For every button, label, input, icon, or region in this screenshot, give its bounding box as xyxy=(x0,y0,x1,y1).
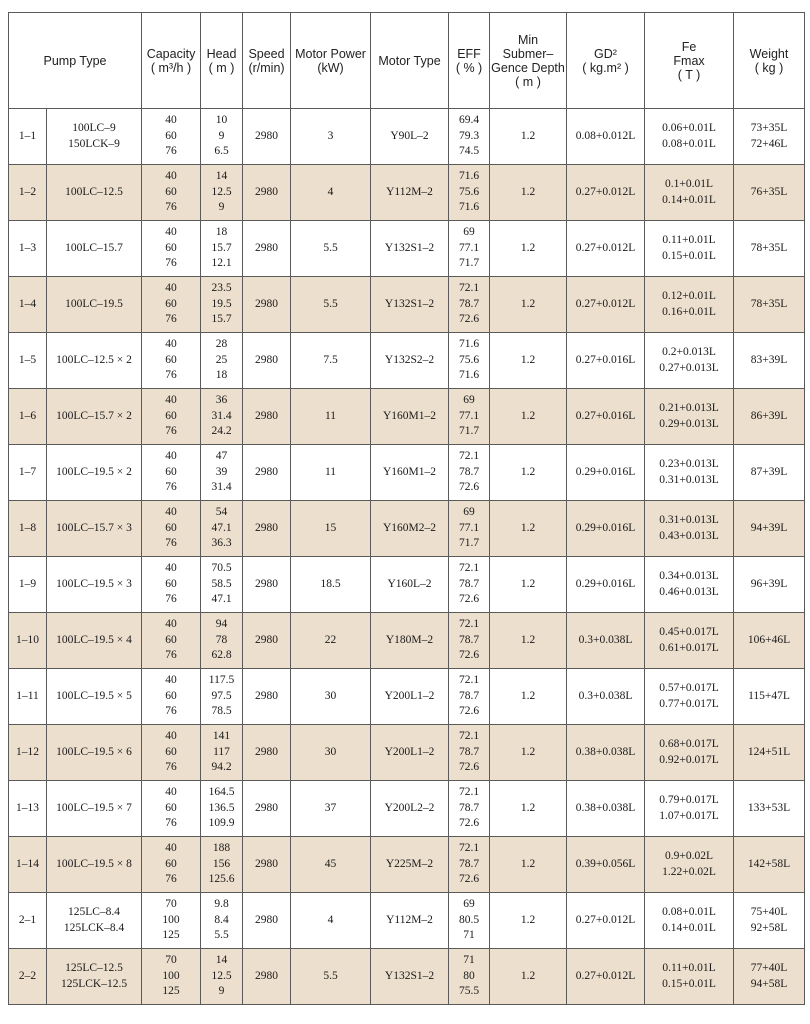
weight-cell: 78+35L xyxy=(734,277,805,333)
model-cell: 100LC–15.7 × 2 xyxy=(47,389,142,445)
eff-cell: 72.1 78.7 72.6 xyxy=(449,781,490,837)
head-cell: 70.5 58.5 47.1 xyxy=(201,557,243,613)
header-motor-type: Motor Type xyxy=(371,13,449,109)
capacity-cell: 40 60 76 xyxy=(142,221,201,277)
head-cell: 54 47.1 36.3 xyxy=(201,501,243,557)
speed-cell: 2980 xyxy=(243,557,291,613)
speed-cell: 2980 xyxy=(243,221,291,277)
speed-cell: 2980 xyxy=(243,501,291,557)
weight-cell: 142+58L xyxy=(734,837,805,893)
fe-fmax-cell: 0.11+0.01L 0.15+0.01L xyxy=(645,221,734,277)
model-cell: 125LC–12.5 125LCK–12.5 xyxy=(47,949,142,1005)
head-cell: 28 25 18 xyxy=(201,333,243,389)
eff-cell: 72.1 78.7 72.6 xyxy=(449,613,490,669)
table-row xyxy=(9,557,805,613)
row-number-cell: 1–12 xyxy=(9,725,47,781)
head-cell: 164.5 136.5 109.9 xyxy=(201,781,243,837)
weight-cell: 94+39L xyxy=(734,501,805,557)
eff-cell: 72.1 78.7 72.6 xyxy=(449,725,490,781)
motor-power-cell: 22 xyxy=(291,613,371,669)
capacity-cell: 40 60 76 xyxy=(142,781,201,837)
motor-type-cell: Y225M–2 xyxy=(371,837,449,893)
head-cell: 94 78 62.8 xyxy=(201,613,243,669)
header-submergence: Min Submer– Gence Depth ( m ) xyxy=(490,13,567,109)
gd2-cell: 0.27+0.012L xyxy=(567,949,645,1005)
model-cell: 100LC–9 150LCK–9 xyxy=(47,109,142,165)
speed-cell: 2980 xyxy=(243,277,291,333)
motor-type-cell: Y180M–2 xyxy=(371,613,449,669)
submergence-depth-cell: 1.2 xyxy=(490,445,567,501)
table-row xyxy=(9,781,805,837)
gd2-cell: 0.29+0.016L xyxy=(567,501,645,557)
row-number-cell: 1–7 xyxy=(9,445,47,501)
submergence-depth-cell: 1.2 xyxy=(490,837,567,893)
header-head: Head ( m ) xyxy=(201,13,243,109)
head-cell: 10 9 6.5 xyxy=(201,109,243,165)
table-row xyxy=(9,501,805,557)
fe-fmax-cell: 0.34+0.013L 0.46+0.013L xyxy=(645,557,734,613)
eff-cell: 71.6 75.6 71.6 xyxy=(449,165,490,221)
table-row xyxy=(9,613,805,669)
fe-fmax-cell: 0.23+0.013L 0.31+0.013L xyxy=(645,445,734,501)
weight-cell: 133+53L xyxy=(734,781,805,837)
motor-power-cell: 30 xyxy=(291,725,371,781)
weight-cell: 87+39L xyxy=(734,445,805,501)
speed-cell: 2980 xyxy=(243,333,291,389)
motor-type-cell: Y132S1–2 xyxy=(371,277,449,333)
capacity-cell: 40 60 76 xyxy=(142,333,201,389)
head-cell: 14 12.5 9 xyxy=(201,165,243,221)
gd2-cell: 0.27+0.012L xyxy=(567,165,645,221)
speed-cell: 2980 xyxy=(243,165,291,221)
gd2-cell: 0.27+0.016L xyxy=(567,333,645,389)
motor-type-cell: Y160M1–2 xyxy=(371,389,449,445)
speed-cell: 2980 xyxy=(243,725,291,781)
motor-type-cell: Y160M2–2 xyxy=(371,501,449,557)
motor-power-cell: 15 xyxy=(291,501,371,557)
fe-fmax-cell: 0.08+0.01L 0.14+0.01L xyxy=(645,893,734,949)
table-row xyxy=(9,333,805,389)
header-row xyxy=(9,13,805,109)
pump-spec-table xyxy=(8,12,805,1005)
capacity-cell: 40 60 76 xyxy=(142,501,201,557)
eff-cell: 72.1 78.7 72.6 xyxy=(449,669,490,725)
capacity-cell: 70 100 125 xyxy=(142,893,201,949)
motor-power-cell: 4 xyxy=(291,893,371,949)
motor-power-cell: 11 xyxy=(291,389,371,445)
submergence-depth-cell: 1.2 xyxy=(490,557,567,613)
head-cell: 18 15.7 12.1 xyxy=(201,221,243,277)
header-pump-type: Pump Type xyxy=(9,13,142,109)
model-cell: 100LC–15.7 × 3 xyxy=(47,501,142,557)
motor-power-cell: 11 xyxy=(291,445,371,501)
row-number-cell: 1–8 xyxy=(9,501,47,557)
model-cell: 100LC–19.5 × 8 xyxy=(47,837,142,893)
gd2-cell: 0.27+0.012L xyxy=(567,277,645,333)
gd2-cell: 0.3+0.038L xyxy=(567,613,645,669)
head-cell: 36 31.4 24.2 xyxy=(201,389,243,445)
head-cell: 47 39 31.4 xyxy=(201,445,243,501)
table-row xyxy=(9,669,805,725)
eff-cell: 69.4 79.3 74.5 xyxy=(449,109,490,165)
header-eff: EFF ( % ) xyxy=(449,13,490,109)
weight-cell: 73+35L 72+46L xyxy=(734,109,805,165)
gd2-cell: 0.27+0.016L xyxy=(567,389,645,445)
motor-type-cell: Y90L–2 xyxy=(371,109,449,165)
speed-cell: 2980 xyxy=(243,613,291,669)
head-cell: 23.5 19.5 15.7 xyxy=(201,277,243,333)
motor-power-cell: 4 xyxy=(291,165,371,221)
table-row xyxy=(9,445,805,501)
table-row xyxy=(9,949,805,1005)
capacity-cell: 40 60 76 xyxy=(142,557,201,613)
motor-type-cell: Y132S1–2 xyxy=(371,949,449,1005)
submergence-depth-cell: 1.2 xyxy=(490,613,567,669)
model-cell: 100LC–12.5 × 2 xyxy=(47,333,142,389)
capacity-cell: 40 60 76 xyxy=(142,165,201,221)
row-number-cell: 1–9 xyxy=(9,557,47,613)
capacity-cell: 40 60 76 xyxy=(142,613,201,669)
table-row xyxy=(9,277,805,333)
speed-cell: 2980 xyxy=(243,893,291,949)
fe-fmax-cell: 0.79+0.017L 1.07+0.017L xyxy=(645,781,734,837)
gd2-cell: 0.29+0.016L xyxy=(567,557,645,613)
submergence-depth-cell: 1.2 xyxy=(490,109,567,165)
weight-cell: 77+40L 94+58L xyxy=(734,949,805,1005)
motor-type-cell: Y132S2–2 xyxy=(371,333,449,389)
motor-power-cell: 37 xyxy=(291,781,371,837)
model-cell: 100LC–19.5 × 5 xyxy=(47,669,142,725)
table-body xyxy=(9,109,805,1005)
capacity-cell: 70 100 125 xyxy=(142,949,201,1005)
motor-type-cell: Y112M–2 xyxy=(371,893,449,949)
gd2-cell: 0.3+0.038L xyxy=(567,669,645,725)
submergence-depth-cell: 1.2 xyxy=(490,333,567,389)
speed-cell: 2980 xyxy=(243,389,291,445)
row-number-cell: 1–13 xyxy=(9,781,47,837)
motor-power-cell: 45 xyxy=(291,837,371,893)
gd2-cell: 0.27+0.012L xyxy=(567,221,645,277)
fe-fmax-cell: 0.12+0.01L 0.16+0.01L xyxy=(645,277,734,333)
submergence-depth-cell: 1.2 xyxy=(490,501,567,557)
table-row xyxy=(9,109,805,165)
fe-fmax-cell: 0.11+0.01L 0.15+0.01L xyxy=(645,949,734,1005)
capacity-cell: 40 60 76 xyxy=(142,445,201,501)
motor-power-cell: 30 xyxy=(291,669,371,725)
row-number-cell: 1–5 xyxy=(9,333,47,389)
row-number-cell: 1–3 xyxy=(9,221,47,277)
fe-fmax-cell: 0.21+0.013L 0.29+0.013L xyxy=(645,389,734,445)
weight-cell: 106+46L xyxy=(734,613,805,669)
table-row xyxy=(9,389,805,445)
fe-fmax-cell: 0.2+0.013L 0.27+0.013L xyxy=(645,333,734,389)
row-number-cell: 2–1 xyxy=(9,893,47,949)
row-number-cell: 1–2 xyxy=(9,165,47,221)
motor-type-cell: Y160L–2 xyxy=(371,557,449,613)
model-cell: 100LC–19.5 × 4 xyxy=(47,613,142,669)
model-cell: 125LC–8.4 125LCK–8.4 xyxy=(47,893,142,949)
eff-cell: 69 80.5 71 xyxy=(449,893,490,949)
submergence-depth-cell: 1.2 xyxy=(490,781,567,837)
speed-cell: 2980 xyxy=(243,109,291,165)
header-gd2: GD² ( kg.m² ) xyxy=(567,13,645,109)
motor-type-cell: Y132S1–2 xyxy=(371,221,449,277)
gd2-cell: 0.38+0.038L xyxy=(567,725,645,781)
head-cell: 14 12.5 9 xyxy=(201,949,243,1005)
weight-cell: 115+47L xyxy=(734,669,805,725)
model-cell: 100LC–19.5 xyxy=(47,277,142,333)
pump-spec-sheet xyxy=(8,12,804,1005)
header-weight: Weight ( kg ) xyxy=(734,13,805,109)
row-number-cell: 1–14 xyxy=(9,837,47,893)
header-capacity: Capacity ( m³/h ) xyxy=(142,13,201,109)
head-cell: 117.5 97.5 78.5 xyxy=(201,669,243,725)
eff-cell: 71.6 75.6 71.6 xyxy=(449,333,490,389)
submergence-depth-cell: 1.2 xyxy=(490,893,567,949)
submergence-depth-cell: 1.2 xyxy=(490,725,567,781)
row-number-cell: 1–1 xyxy=(9,109,47,165)
model-cell: 100LC–15.7 xyxy=(47,221,142,277)
speed-cell: 2980 xyxy=(243,949,291,1005)
submergence-depth-cell: 1.2 xyxy=(490,669,567,725)
row-number-cell: 1–6 xyxy=(9,389,47,445)
row-number-cell: 1–10 xyxy=(9,613,47,669)
fe-fmax-cell: 0.45+0.017L 0.61+0.017L xyxy=(645,613,734,669)
fe-fmax-cell: 0.9+0.02L 1.22+0.02L xyxy=(645,837,734,893)
submergence-depth-cell: 1.2 xyxy=(490,389,567,445)
speed-cell: 2980 xyxy=(243,781,291,837)
row-number-cell: 1–11 xyxy=(9,669,47,725)
eff-cell: 72.1 78.7 72.6 xyxy=(449,445,490,501)
weight-cell: 83+39L xyxy=(734,333,805,389)
weight-cell: 78+35L xyxy=(734,221,805,277)
fe-fmax-cell: 0.1+0.01L 0.14+0.01L xyxy=(645,165,734,221)
motor-type-cell: Y160M1–2 xyxy=(371,445,449,501)
table-row xyxy=(9,725,805,781)
motor-power-cell: 7.5 xyxy=(291,333,371,389)
eff-cell: 72.1 78.7 72.6 xyxy=(449,557,490,613)
fe-fmax-cell: 0.57+0.017L 0.77+0.017L xyxy=(645,669,734,725)
submergence-depth-cell: 1.2 xyxy=(490,277,567,333)
eff-cell: 71 80 75.5 xyxy=(449,949,490,1005)
motor-type-cell: Y112M–2 xyxy=(371,165,449,221)
motor-type-cell: Y200L2–2 xyxy=(371,781,449,837)
weight-cell: 124+51L xyxy=(734,725,805,781)
eff-cell: 72.1 78.7 72.6 xyxy=(449,277,490,333)
table-row xyxy=(9,221,805,277)
motor-power-cell: 5.5 xyxy=(291,221,371,277)
submergence-depth-cell: 1.2 xyxy=(490,165,567,221)
row-number-cell: 2–2 xyxy=(9,949,47,1005)
gd2-cell: 0.38+0.038L xyxy=(567,781,645,837)
weight-cell: 86+39L xyxy=(734,389,805,445)
header-motor-power: Motor Power (kW) xyxy=(291,13,371,109)
capacity-cell: 40 60 76 xyxy=(142,669,201,725)
gd2-cell: 0.29+0.016L xyxy=(567,445,645,501)
model-cell: 100LC–12.5 xyxy=(47,165,142,221)
motor-power-cell: 18.5 xyxy=(291,557,371,613)
motor-type-cell: Y200L1–2 xyxy=(371,669,449,725)
fe-fmax-cell: 0.06+0.01L 0.08+0.01L xyxy=(645,109,734,165)
table-row xyxy=(9,837,805,893)
weight-cell: 75+40L 92+58L xyxy=(734,893,805,949)
capacity-cell: 40 60 76 xyxy=(142,277,201,333)
eff-cell: 69 77.1 71.7 xyxy=(449,389,490,445)
model-cell: 100LC–19.5 × 6 xyxy=(47,725,142,781)
submergence-depth-cell: 1.2 xyxy=(490,221,567,277)
capacity-cell: 40 60 76 xyxy=(142,837,201,893)
model-cell: 100LC–19.5 × 7 xyxy=(47,781,142,837)
table-row xyxy=(9,165,805,221)
row-number-cell: 1–4 xyxy=(9,277,47,333)
table-row xyxy=(9,893,805,949)
head-cell: 9.8 8.4 5.5 xyxy=(201,893,243,949)
speed-cell: 2980 xyxy=(243,837,291,893)
fe-fmax-cell: 0.68+0.017L 0.92+0.017L xyxy=(645,725,734,781)
weight-cell: 96+39L xyxy=(734,557,805,613)
eff-cell: 72.1 78.7 72.6 xyxy=(449,837,490,893)
weight-cell: 76+35L xyxy=(734,165,805,221)
header-fe: Fe Fmax ( T ) xyxy=(645,13,734,109)
motor-power-cell: 5.5 xyxy=(291,949,371,1005)
capacity-cell: 40 60 76 xyxy=(142,725,201,781)
model-cell: 100LC–19.5 × 3 xyxy=(47,557,142,613)
header-speed: Speed (r/min) xyxy=(243,13,291,109)
speed-cell: 2980 xyxy=(243,669,291,725)
motor-power-cell: 3 xyxy=(291,109,371,165)
eff-cell: 69 77.1 71.7 xyxy=(449,221,490,277)
fe-fmax-cell: 0.31+0.013L 0.43+0.013L xyxy=(645,501,734,557)
head-cell: 188 156 125.6 xyxy=(201,837,243,893)
motor-power-cell: 5.5 xyxy=(291,277,371,333)
speed-cell: 2980 xyxy=(243,445,291,501)
eff-cell: 69 77.1 71.7 xyxy=(449,501,490,557)
gd2-cell: 0.08+0.012L xyxy=(567,109,645,165)
submergence-depth-cell: 1.2 xyxy=(490,949,567,1005)
model-cell: 100LC–19.5 × 2 xyxy=(47,445,142,501)
motor-type-cell: Y200L1–2 xyxy=(371,725,449,781)
capacity-cell: 40 60 76 xyxy=(142,109,201,165)
gd2-cell: 0.39+0.056L xyxy=(567,837,645,893)
gd2-cell: 0.27+0.012L xyxy=(567,893,645,949)
capacity-cell: 40 60 76 xyxy=(142,389,201,445)
head-cell: 141 117 94.2 xyxy=(201,725,243,781)
